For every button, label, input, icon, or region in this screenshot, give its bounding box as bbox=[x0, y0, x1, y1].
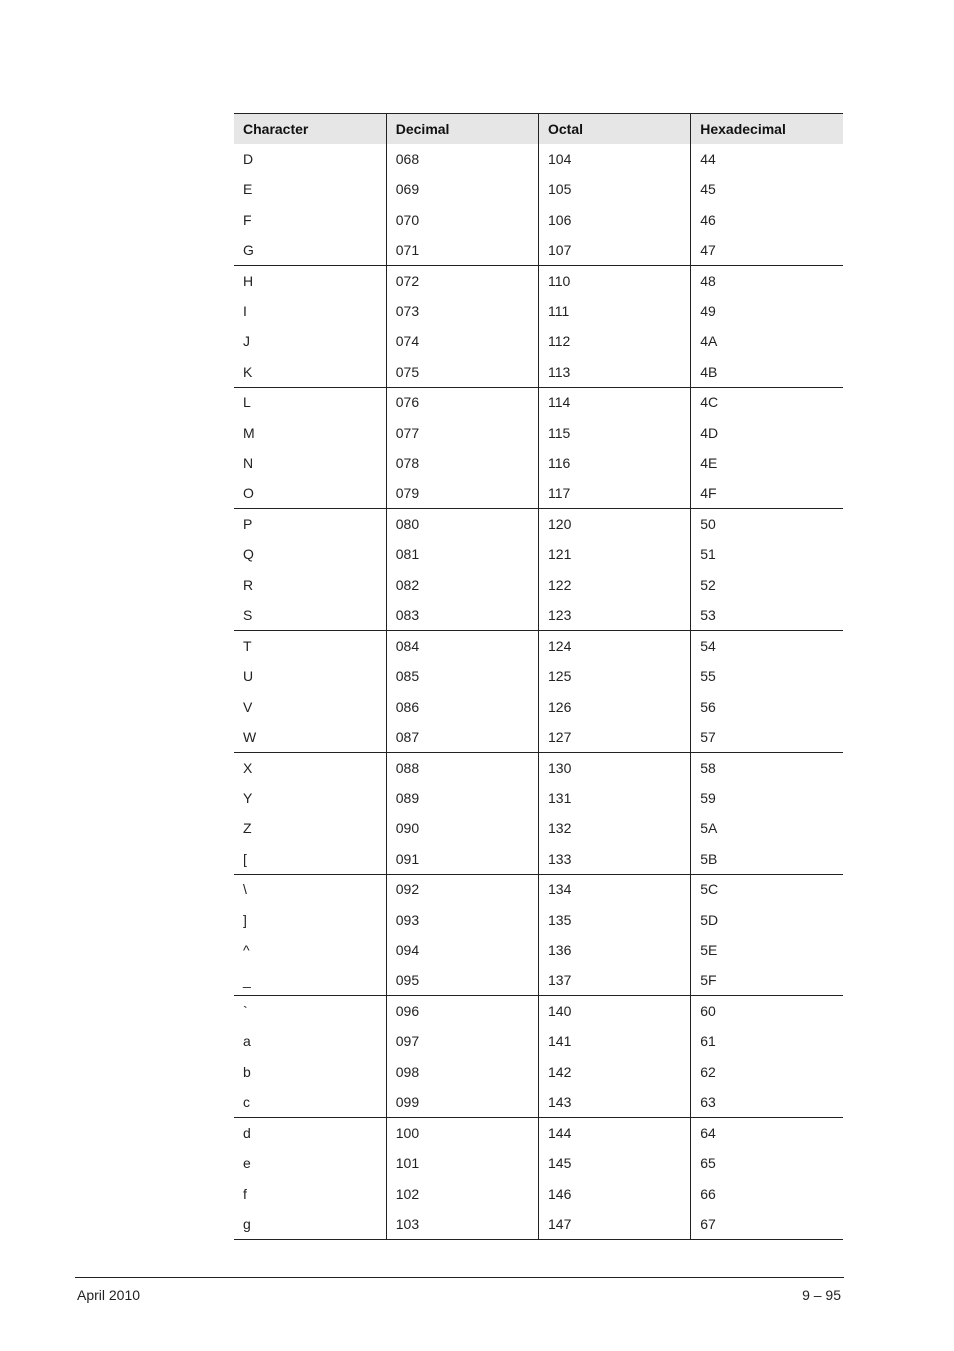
cell-hexadecimal: 66 bbox=[691, 1178, 843, 1208]
table-row bbox=[234, 387, 843, 417]
cell-character: I bbox=[243, 302, 247, 319]
cell-decimal: 085 bbox=[386, 661, 538, 691]
cell-octal: 140 bbox=[539, 996, 691, 1026]
table-row bbox=[234, 326, 843, 356]
table-row bbox=[234, 448, 843, 478]
cell-hexadecimal: 4D bbox=[691, 417, 843, 447]
cell-octal: 110 bbox=[539, 265, 691, 295]
table-row bbox=[234, 204, 843, 234]
header-octal: Octal bbox=[539, 114, 691, 144]
cell-hexadecimal: 65 bbox=[691, 1148, 843, 1178]
cell-octal: 131 bbox=[539, 783, 691, 813]
cell-decimal: 073 bbox=[386, 296, 538, 326]
table-row bbox=[234, 478, 843, 508]
cell-hexadecimal: 44 bbox=[691, 144, 843, 174]
table-row bbox=[234, 174, 843, 204]
table-row bbox=[234, 722, 843, 752]
footer-page-number: 9 – 95 bbox=[802, 1287, 841, 1303]
cell-decimal: 086 bbox=[386, 691, 538, 721]
cell-hexadecimal: 5F bbox=[691, 965, 843, 995]
cell-hexadecimal: 4F bbox=[691, 478, 843, 508]
cell-decimal: 100 bbox=[386, 1118, 538, 1148]
cell-decimal: 077 bbox=[386, 417, 538, 447]
cell-hexadecimal: 5A bbox=[691, 813, 843, 843]
footer-divider bbox=[75, 1277, 844, 1278]
cell-decimal: 095 bbox=[386, 965, 538, 995]
cell-hexadecimal: 60 bbox=[691, 996, 843, 1026]
cell-decimal: 076 bbox=[386, 387, 538, 417]
cell-decimal: 094 bbox=[386, 935, 538, 965]
cell-decimal: 081 bbox=[386, 539, 538, 569]
cell-character: a bbox=[243, 1033, 251, 1050]
cell-decimal: 078 bbox=[386, 448, 538, 478]
cell-octal: 132 bbox=[539, 813, 691, 843]
table-body bbox=[234, 144, 843, 1240]
cell-octal: 135 bbox=[539, 904, 691, 934]
table-row bbox=[234, 661, 843, 691]
header-hexadecimal: Hexadecimal bbox=[691, 114, 843, 144]
cell-decimal: 098 bbox=[386, 1057, 538, 1087]
cell-character: V bbox=[243, 698, 253, 715]
cell-hexadecimal: 59 bbox=[691, 783, 843, 813]
cell-character: P bbox=[243, 516, 253, 533]
cell-decimal: 090 bbox=[386, 813, 538, 843]
cell-decimal: 096 bbox=[386, 996, 538, 1026]
cell-character: W bbox=[234, 722, 386, 752]
cell-octal: 125 bbox=[539, 661, 691, 691]
cell-decimal: 099 bbox=[386, 1087, 538, 1117]
cell-octal: 134 bbox=[539, 874, 691, 904]
footer-date: April 2010 bbox=[77, 1287, 141, 1303]
cell-octal: 115 bbox=[539, 417, 691, 447]
cell-character: X bbox=[243, 759, 253, 776]
cell-character: O bbox=[234, 478, 386, 508]
cell-character: [ bbox=[234, 844, 386, 874]
cell-character: b bbox=[243, 1063, 251, 1080]
cell-octal: 111 bbox=[539, 296, 691, 326]
cell-octal: 147 bbox=[539, 1209, 691, 1239]
table-row bbox=[234, 417, 843, 447]
cell-decimal: 084 bbox=[386, 631, 538, 661]
table-row bbox=[234, 600, 843, 630]
cell-hexadecimal: 63 bbox=[691, 1087, 843, 1117]
table-row bbox=[234, 631, 843, 661]
cell-decimal: 074 bbox=[386, 326, 538, 356]
table-row bbox=[234, 691, 843, 721]
cell-character: U bbox=[243, 668, 254, 685]
cell-octal: 124 bbox=[539, 631, 691, 661]
cell-character: ^ bbox=[243, 942, 250, 959]
cell-decimal: 080 bbox=[386, 509, 538, 539]
cell-hexadecimal: 5E bbox=[691, 935, 843, 965]
cell-octal: 106 bbox=[539, 204, 691, 234]
cell-octal: 107 bbox=[539, 235, 691, 265]
cell-octal: 120 bbox=[539, 509, 691, 539]
cell-decimal: 069 bbox=[386, 174, 538, 204]
cell-octal: 114 bbox=[539, 387, 691, 417]
cell-decimal: 087 bbox=[386, 722, 538, 752]
table-row bbox=[234, 539, 843, 569]
cell-character: R bbox=[243, 576, 254, 593]
table-row bbox=[234, 1178, 843, 1208]
cell-character: Y bbox=[243, 789, 253, 806]
cell-hexadecimal: 5B bbox=[691, 844, 843, 874]
cell-decimal: 091 bbox=[386, 844, 538, 874]
cell-octal: 144 bbox=[539, 1118, 691, 1148]
cell-decimal: 079 bbox=[386, 478, 538, 508]
cell-hexadecimal: 56 bbox=[691, 691, 843, 721]
table-row bbox=[234, 996, 843, 1026]
cell-octal: 145 bbox=[539, 1148, 691, 1178]
cell-character: e bbox=[243, 1155, 251, 1172]
cell-hexadecimal: 4E bbox=[691, 448, 843, 478]
cell-hexadecimal: 47 bbox=[691, 235, 843, 265]
cell-octal: 105 bbox=[539, 174, 691, 204]
cell-hexadecimal: 5D bbox=[691, 904, 843, 934]
cell-octal: 127 bbox=[539, 722, 691, 752]
cell-decimal: 071 bbox=[386, 235, 538, 265]
cell-hexadecimal: 51 bbox=[691, 539, 843, 569]
table-row bbox=[234, 296, 843, 326]
cell-decimal: 088 bbox=[386, 752, 538, 782]
cell-hexadecimal: 52 bbox=[691, 570, 843, 600]
cell-decimal: 068 bbox=[386, 144, 538, 174]
cell-character: K bbox=[234, 357, 386, 387]
cell-hexadecimal: 4C bbox=[691, 387, 843, 417]
cell-octal: 137 bbox=[539, 965, 691, 995]
cell-decimal: 093 bbox=[386, 904, 538, 934]
table-row bbox=[234, 1026, 843, 1056]
cell-character: S bbox=[234, 600, 386, 630]
table-row bbox=[234, 813, 843, 843]
ascii-table bbox=[234, 113, 843, 1240]
cell-character: c bbox=[234, 1087, 386, 1117]
table-row bbox=[234, 357, 843, 387]
table-row bbox=[234, 509, 843, 539]
cell-decimal: 070 bbox=[386, 204, 538, 234]
cell-hexadecimal: 53 bbox=[691, 600, 843, 630]
cell-hexadecimal: 49 bbox=[691, 296, 843, 326]
cell-decimal: 097 bbox=[386, 1026, 538, 1056]
cell-octal: 122 bbox=[539, 570, 691, 600]
table-row bbox=[234, 783, 843, 813]
cell-octal: 133 bbox=[539, 844, 691, 874]
table-row bbox=[234, 1118, 843, 1148]
table-row bbox=[234, 144, 843, 174]
cell-character: N bbox=[243, 455, 254, 472]
cell-character: ] bbox=[243, 911, 247, 928]
cell-decimal: 075 bbox=[386, 357, 538, 387]
cell-character: D bbox=[243, 150, 254, 167]
cell-character: Q bbox=[243, 546, 254, 563]
cell-character: J bbox=[243, 333, 250, 350]
cell-character: g bbox=[234, 1209, 386, 1239]
cell-hexadecimal: 48 bbox=[691, 265, 843, 295]
cell-octal: 113 bbox=[539, 357, 691, 387]
cell-character: T bbox=[243, 637, 252, 654]
table-row bbox=[234, 265, 843, 295]
cell-octal: 146 bbox=[539, 1178, 691, 1208]
cell-character: G bbox=[234, 235, 386, 265]
cell-decimal: 102 bbox=[386, 1178, 538, 1208]
cell-hexadecimal: 54 bbox=[691, 631, 843, 661]
cell-character: L bbox=[243, 394, 251, 411]
header-row bbox=[234, 114, 843, 144]
table-row bbox=[234, 235, 843, 265]
cell-decimal: 101 bbox=[386, 1148, 538, 1178]
cell-octal: 112 bbox=[539, 326, 691, 356]
header-decimal: Decimal bbox=[386, 114, 538, 144]
cell-character: _ bbox=[234, 965, 386, 995]
cell-character: H bbox=[243, 272, 254, 289]
table-row bbox=[234, 935, 843, 965]
cell-decimal: 072 bbox=[386, 265, 538, 295]
cell-octal: 123 bbox=[539, 600, 691, 630]
cell-character: F bbox=[243, 211, 252, 228]
cell-character: \ bbox=[243, 881, 247, 898]
table-header bbox=[234, 114, 843, 144]
cell-hexadecimal: 4B bbox=[691, 357, 843, 387]
cell-character: Z bbox=[243, 820, 252, 837]
header-character: Character bbox=[234, 114, 386, 144]
cell-hexadecimal: 50 bbox=[691, 509, 843, 539]
cell-hexadecimal: 4A bbox=[691, 326, 843, 356]
cell-octal: 117 bbox=[539, 478, 691, 508]
cell-character: d bbox=[243, 1124, 251, 1141]
cell-decimal: 083 bbox=[386, 600, 538, 630]
cell-octal: 126 bbox=[539, 691, 691, 721]
cell-decimal: 103 bbox=[386, 1209, 538, 1239]
table-row bbox=[234, 570, 843, 600]
cell-hexadecimal: 46 bbox=[691, 204, 843, 234]
cell-hexadecimal: 62 bbox=[691, 1057, 843, 1087]
cell-octal: 116 bbox=[539, 448, 691, 478]
cell-hexadecimal: 61 bbox=[691, 1026, 843, 1056]
cell-octal: 136 bbox=[539, 935, 691, 965]
table-row bbox=[234, 904, 843, 934]
table-row bbox=[234, 1209, 843, 1239]
cell-hexadecimal: 45 bbox=[691, 174, 843, 204]
table-row bbox=[234, 965, 843, 995]
table-row bbox=[234, 1057, 843, 1087]
cell-hexadecimal: 5C bbox=[691, 874, 843, 904]
table-row bbox=[234, 844, 843, 874]
table-row bbox=[234, 752, 843, 782]
cell-hexadecimal: 55 bbox=[691, 661, 843, 691]
cell-octal: 130 bbox=[539, 752, 691, 782]
cell-decimal: 092 bbox=[386, 874, 538, 904]
cell-character: f bbox=[243, 1185, 247, 1202]
table-row bbox=[234, 874, 843, 904]
table-row bbox=[234, 1148, 843, 1178]
cell-hexadecimal: 57 bbox=[691, 722, 843, 752]
table-row bbox=[234, 1087, 843, 1117]
cell-character: E bbox=[243, 181, 253, 198]
cell-octal: 143 bbox=[539, 1087, 691, 1117]
cell-octal: 121 bbox=[539, 539, 691, 569]
cell-hexadecimal: 64 bbox=[691, 1118, 843, 1148]
cell-character: ` bbox=[243, 1003, 248, 1020]
cell-decimal: 082 bbox=[386, 570, 538, 600]
cell-hexadecimal: 58 bbox=[691, 752, 843, 782]
cell-character: M bbox=[243, 424, 255, 441]
cell-hexadecimal: 67 bbox=[691, 1209, 843, 1239]
cell-octal: 104 bbox=[539, 144, 691, 174]
cell-decimal: 089 bbox=[386, 783, 538, 813]
cell-octal: 142 bbox=[539, 1057, 691, 1087]
cell-octal: 141 bbox=[539, 1026, 691, 1056]
